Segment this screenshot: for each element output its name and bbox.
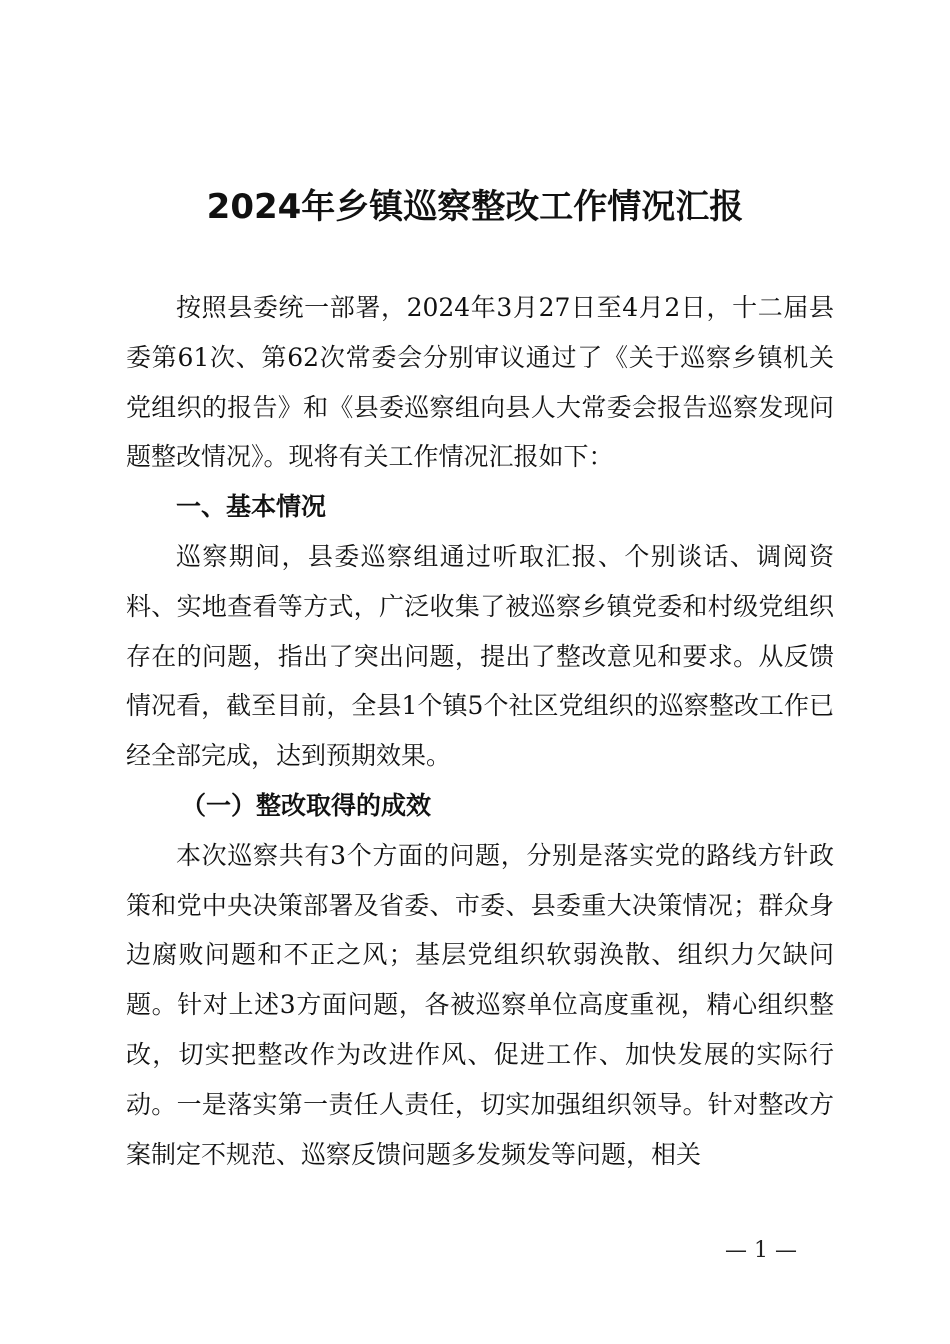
section-heading-basic-situation: 一、基本情况 bbox=[176, 492, 327, 522]
basic-situation-paragraph: 巡察期间，县委巡察组通过听取汇报、个别谈话、调阅资料、实地查看等方式，广泛收集了被巡察乡镇党委和村级党组织存在的问题，指出了突出问题，提出了整改意见和要求。从反馈情况看，截至目前，全县1个镇5个社区党组织的巡察整改工作已经全部完成，达到预期效果。 bbox=[126, 541, 834, 771]
subsection-heading-results: （一）整改取得的成效 bbox=[181, 790, 432, 820]
results-paragraph: 本次巡察共有3个方面的问题，分别是落实党的路线方针政策和党中央决策部署及省委、市委、县委重大决策情况；群众身边腐败问题和不正之风；基层党组织软弱涣散、组织力欠缺问题。针对上述3方面问题，各被巡察单位高度重视，精心组织整改，切实把整改作为改进作风、促进工作、加快发展的实际行动。一是落实第一责任人责任，切实加强组织领导。针对整改方案制定不规范、巡察反馈问题多发频发等问题，相关 bbox=[126, 840, 834, 1169]
document-title: 2024年乡镇巡察整改工作情况汇报 bbox=[206, 187, 744, 227]
document-body bbox=[126, 283, 834, 1179]
page-number: — 1 — bbox=[725, 1238, 797, 1263]
intro-paragraph: 按照县委统一部署，2024年3月27日至4月2日，十二届县委第61次、第62次常委会分别审议通过了《关于巡察乡镇机关党组织的报告》和《县委巡察组向县人大常委会报告巡察发现问题整改情况》。现将有关工作情况汇报如下： bbox=[126, 293, 834, 472]
